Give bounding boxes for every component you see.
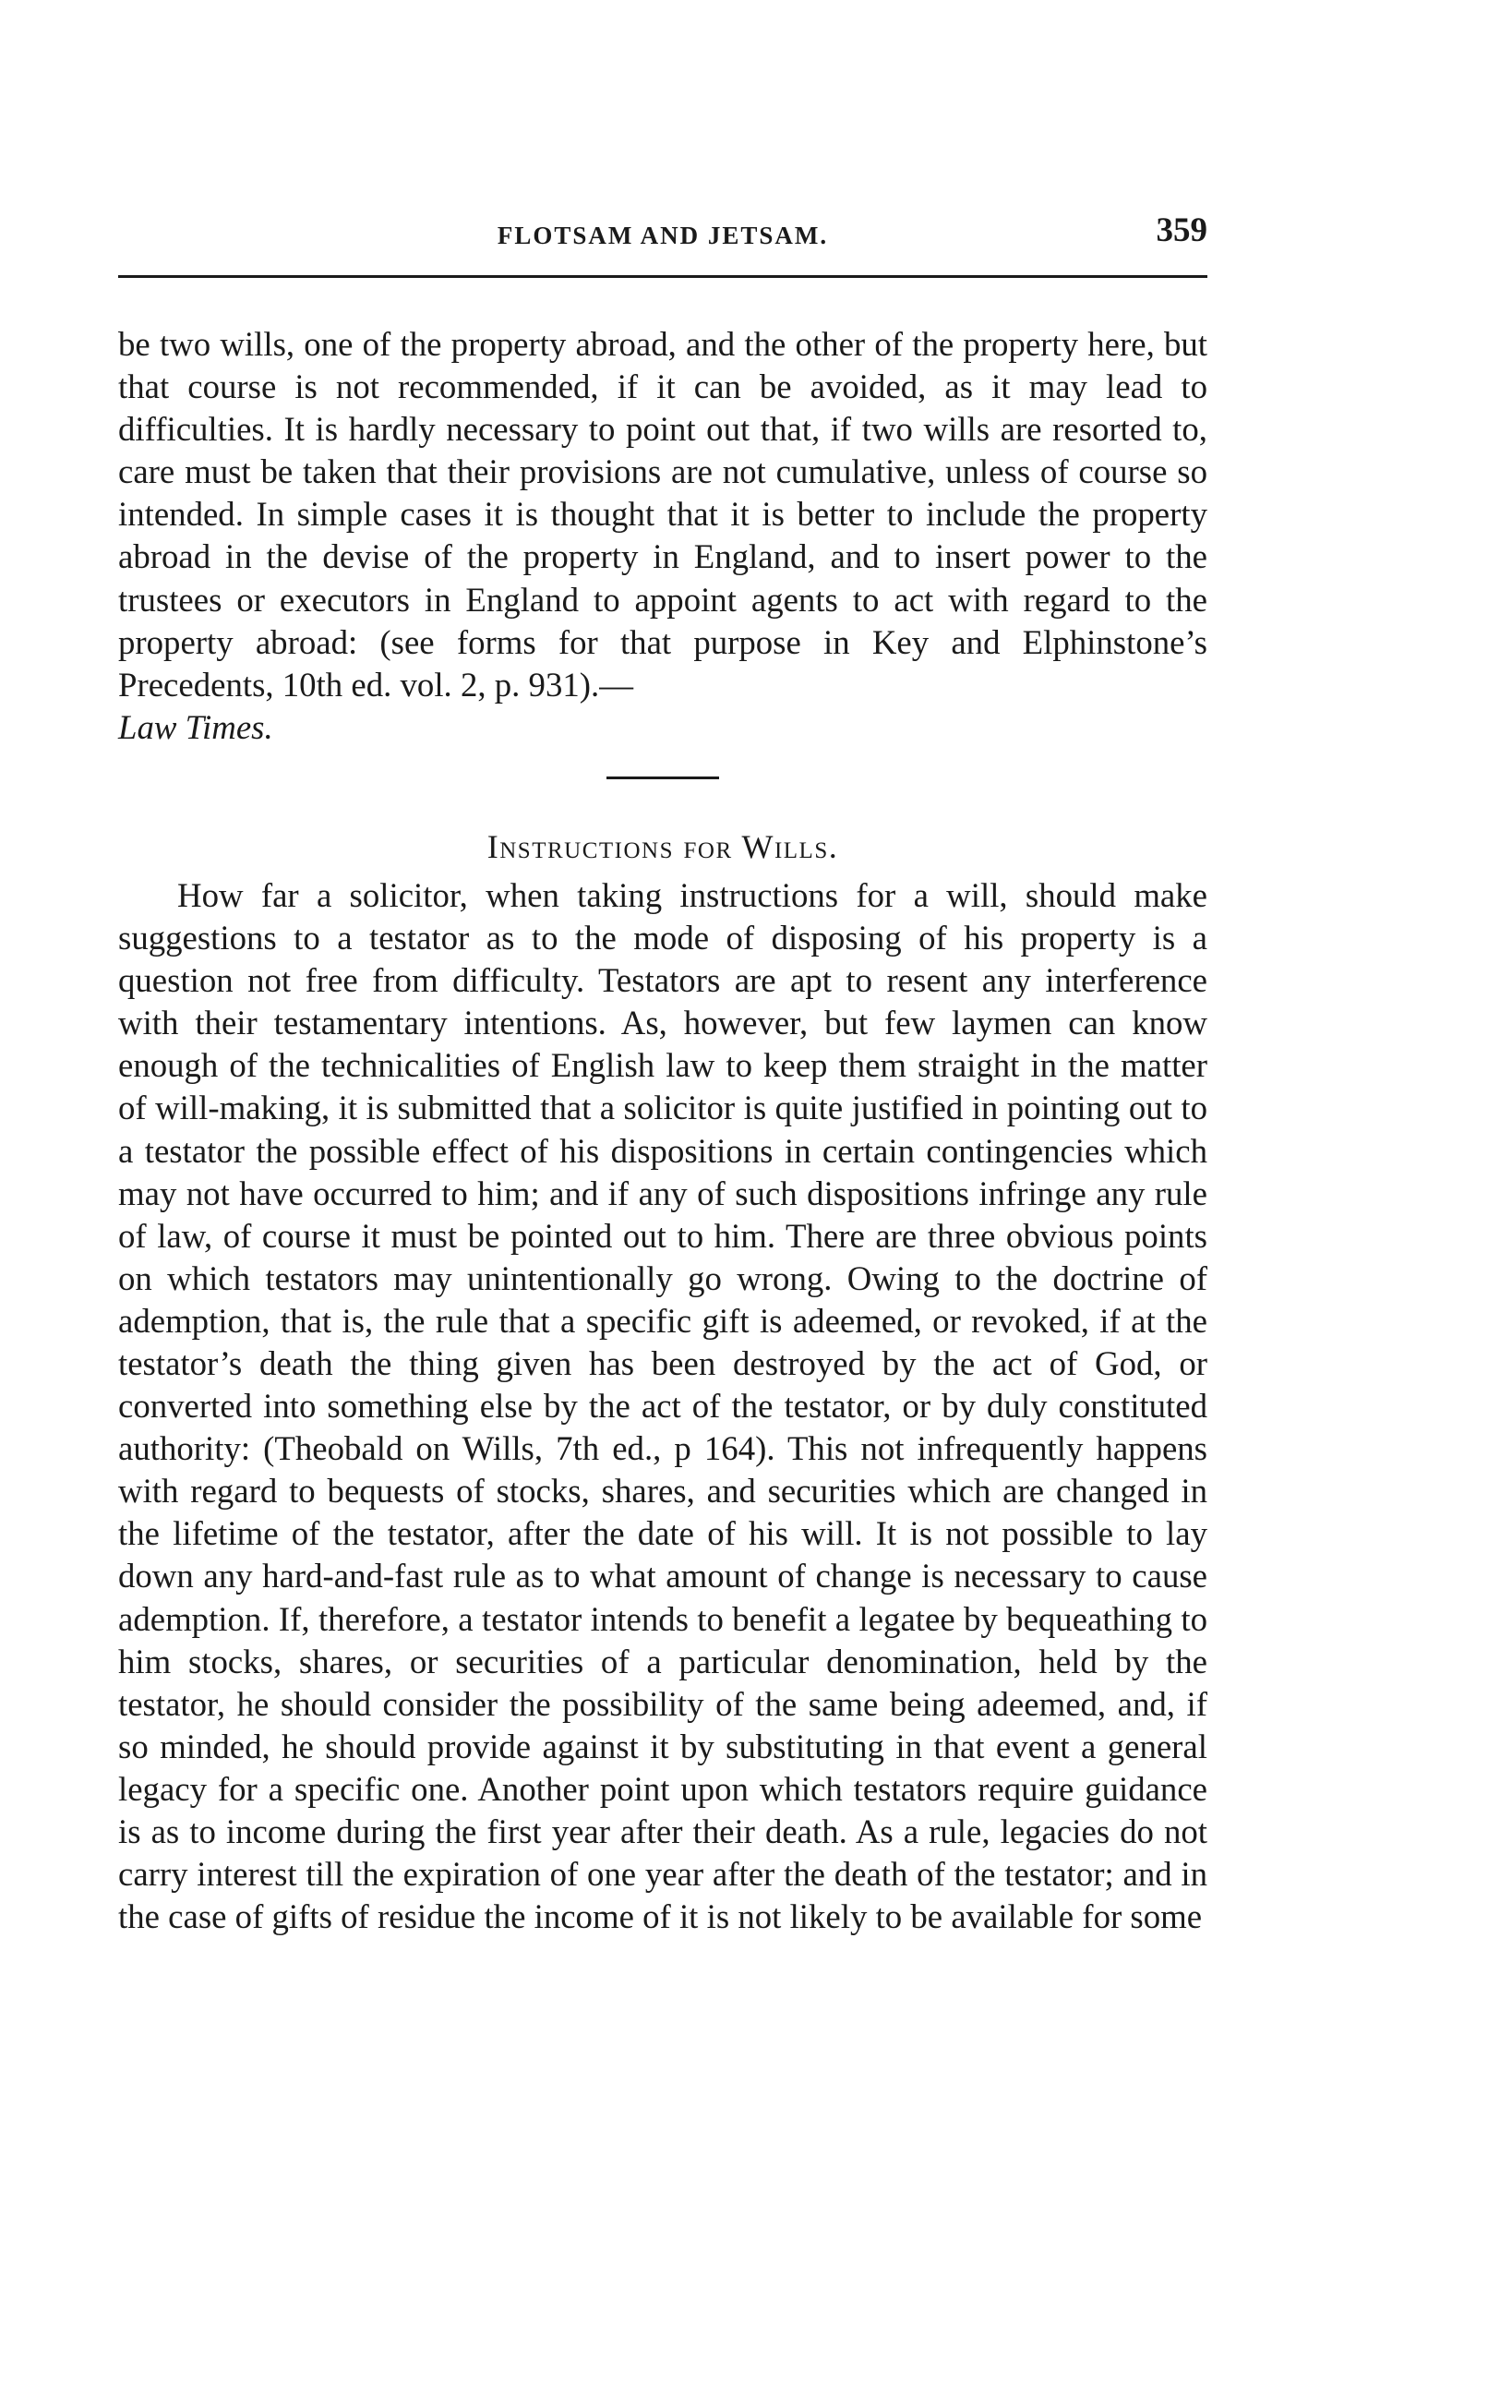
running-head	[118, 211, 1207, 266]
continued-paragraph-text: be two wills, one of the property abroad, and the other of the property here, but that course is not recommended, if it can be avoided, as it may lead to difficulties. It is hardly necessary to point out that, if two wills are resorted to, care must be taken that their provisions are not cumulative, unless of course so intended. In simple cases it is thought that it is better to include the property abroad in the devise of the property in England, and to insert power to the trustees or executors in England to appoint agents to act with regard to the property abroad: (see forms for that purpose in Key and Elphinstone’s Precedents, 10th ed. vol. 2, p. 931).—	[118, 325, 1207, 704]
header-rule	[118, 275, 1207, 278]
running-title: FLOTSAM AND JETSAM.	[497, 222, 829, 249]
continued-paragraph	[118, 323, 1207, 749]
section-heading: Instructions for Wills.	[486, 827, 839, 865]
source-citation: Law Times.	[118, 707, 273, 746]
section-divider-rule	[606, 777, 719, 779]
section-body-paragraph: How far a solicitor, when taking instructions for a will, should make suggestions to a testator as to the mode of disposing of his property is a question not free from difficulty. Testators are apt to resent any interference with their testamentary intentions. As, however, but few laymen can know enough of the technicalities of English law to keep them straight in the matter of will-making, it is submitted that a solicitor is quite justified in pointing out to a testator the possible effect of his dispositions in certain contingencies which may not have occurred to him; and if any of such dispositions infringe any rule of law, of course it must be pointed out to him. There are three obvious points on which testators may unintentionally go wrong. Owing to the doctrine of ademption, that is, the rule that a specific gift is adeemed, or revoked, if at the testator’s death the thing given has been destroyed by the act of God, or converted into something else by the act of the testator, or by duly constituted authority: (Theobald on Wills, 7th ed., p 164). This not infrequently happens with regard to bequests of stocks, shares, and securities which are changed in the lifetime of the testator, after the date of his will. It is not possible to lay down any hard-and-fast rule as to what amount of change is necessary to cause ademption. If, therefore, a testator intends to benefit a legatee by bequeathing to him stocks, shares, or securities of a particular denomination, held by the testator, he should consider the possibility of the same being adeemed, and, if so minded, he should provide against it by substituting in that event a general legacy for a specific one. Another point upon which testators require guidance is as to income during the first year after their death. As a rule, legacies do not carry interest till the expiration of one year after the death of the testator; and in the case of gifts of residue the income of it is not likely to be available for some	[118, 875, 1207, 1936]
text-column	[118, 323, 1207, 1938]
page-number: 359	[1156, 211, 1207, 249]
